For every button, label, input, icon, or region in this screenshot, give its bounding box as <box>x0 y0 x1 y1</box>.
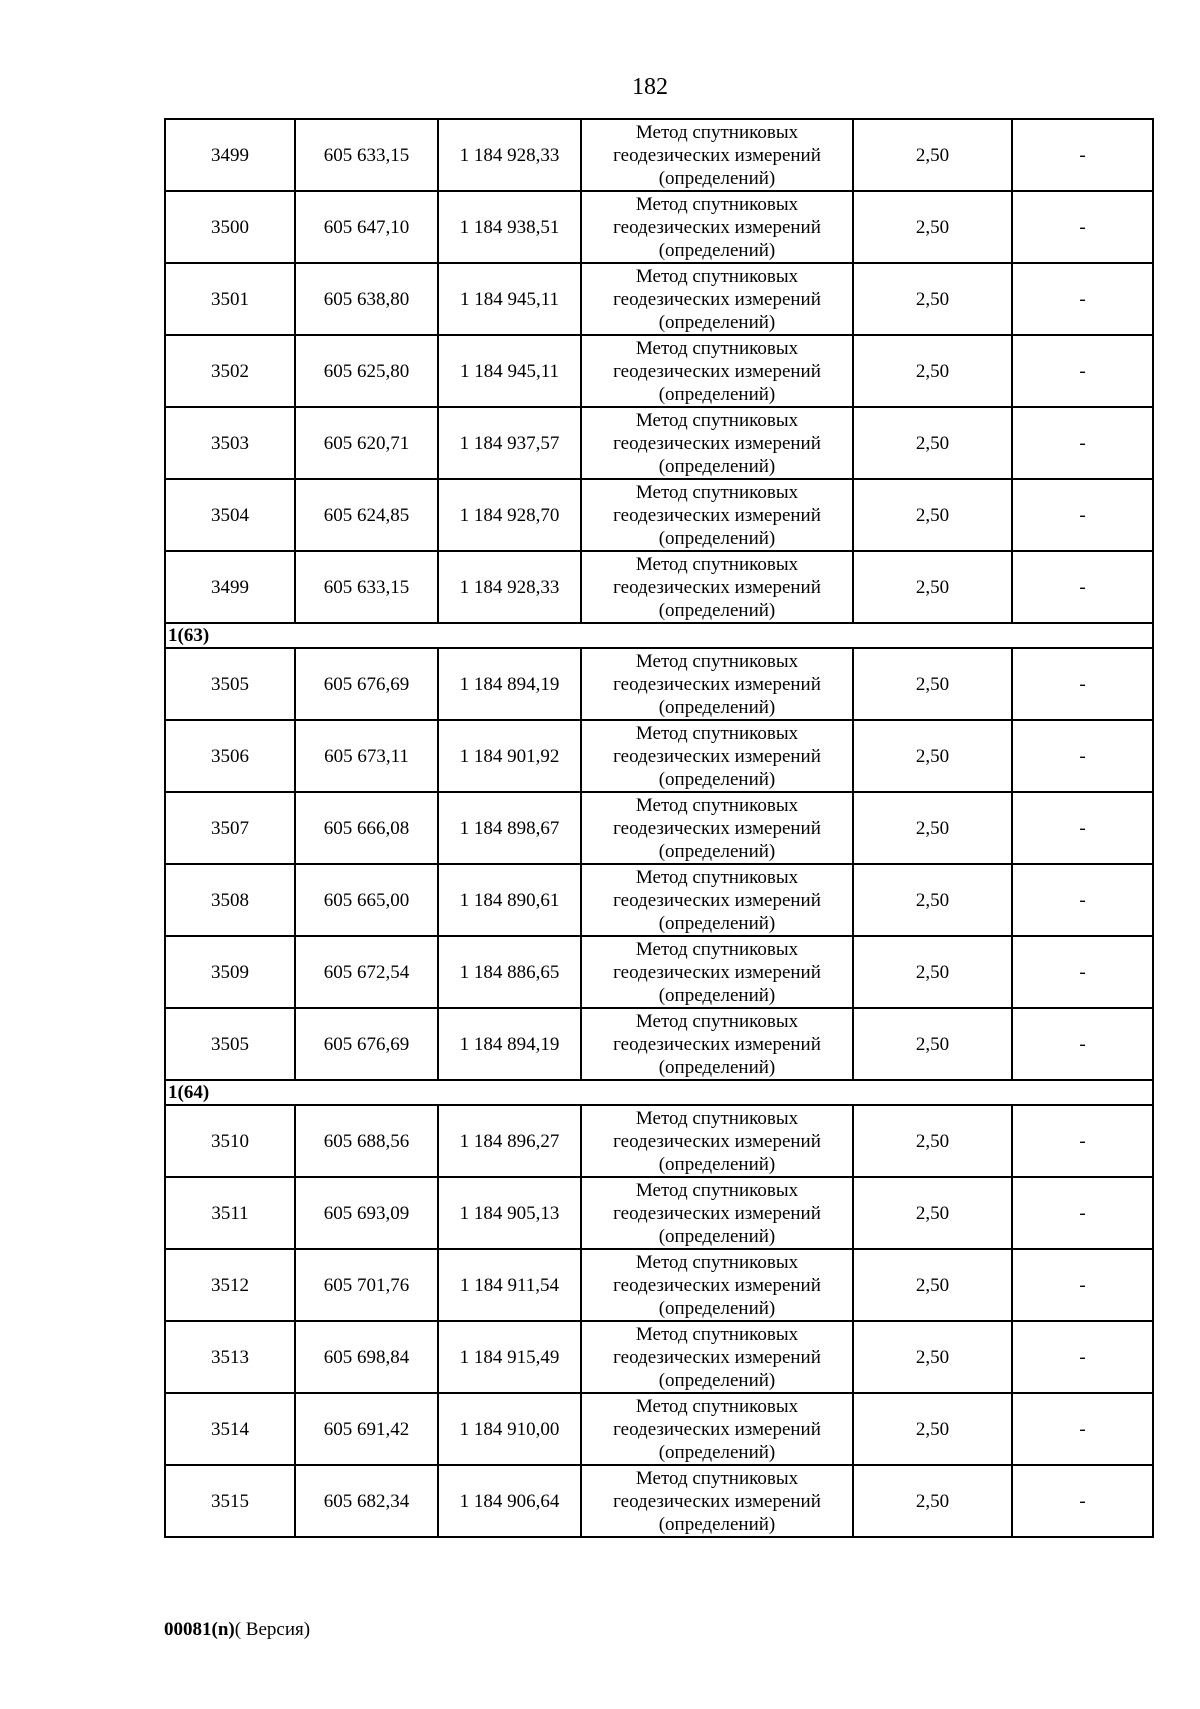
method-cell: Метод спутниковых геодезических измерений (определений) <box>581 1249 853 1321</box>
note-cell: - <box>1012 864 1153 936</box>
table-row <box>165 792 1153 864</box>
method-cell: Метод спутниковых геодезических измерений (определений) <box>581 335 853 407</box>
section-heading: 1(64) <box>165 1080 1153 1105</box>
accuracy-cell: 2,50 <box>853 1465 1012 1537</box>
point-id-cell: 3499 <box>165 119 295 191</box>
x-coordinate-cell: 605 682,34 <box>295 1465 438 1537</box>
y-coordinate-cell: 1 184 894,19 <box>438 1008 581 1080</box>
y-coordinate-cell: 1 184 910,00 <box>438 1393 581 1465</box>
note-cell: - <box>1012 936 1153 1008</box>
x-coordinate-cell: 605 676,69 <box>295 1008 438 1080</box>
x-coordinate-cell: 605 666,08 <box>295 792 438 864</box>
method-cell: Метод спутниковых геодезических измерений (определений) <box>581 1321 853 1393</box>
section-heading-row <box>165 1080 1153 1105</box>
section-heading: 1(63) <box>165 623 1153 648</box>
method-cell: Метод спутниковых геодезических измерений (определений) <box>581 1393 853 1465</box>
x-coordinate-cell: 605 698,84 <box>295 1321 438 1393</box>
note-cell: - <box>1012 479 1153 551</box>
x-coordinate-cell: 605 665,00 <box>295 864 438 936</box>
accuracy-cell: 2,50 <box>853 792 1012 864</box>
y-coordinate-cell: 1 184 901,92 <box>438 720 581 792</box>
method-cell: Метод спутниковых геодезических измерений (определений) <box>581 263 853 335</box>
accuracy-cell: 2,50 <box>853 648 1012 720</box>
method-cell: Метод спутниковых геодезических измерений (определений) <box>581 648 853 720</box>
method-cell: Метод спутниковых геодезических измерений (определений) <box>581 792 853 864</box>
method-cell: Метод спутниковых геодезических измерений (определений) <box>581 720 853 792</box>
method-cell: Метод спутниковых геодезических измерений (определений) <box>581 191 853 263</box>
note-cell: - <box>1012 1465 1153 1537</box>
y-coordinate-cell: 1 184 890,61 <box>438 864 581 936</box>
x-coordinate-cell: 605 625,80 <box>295 335 438 407</box>
y-coordinate-cell: 1 184 896,27 <box>438 1105 581 1177</box>
table-row <box>165 864 1153 936</box>
section-heading-row <box>165 623 1153 648</box>
y-coordinate-cell: 1 184 945,11 <box>438 263 581 335</box>
coordinates-table <box>164 118 1154 1538</box>
point-id-cell: 3512 <box>165 1249 295 1321</box>
x-coordinate-cell: 605 633,15 <box>295 119 438 191</box>
x-coordinate-cell: 605 638,80 <box>295 263 438 335</box>
point-id-cell: 3499 <box>165 551 295 623</box>
note-cell: - <box>1012 551 1153 623</box>
method-cell: Метод спутниковых геодезических измерений (определений) <box>581 1105 853 1177</box>
x-coordinate-cell: 605 647,10 <box>295 191 438 263</box>
point-id-cell: 3510 <box>165 1105 295 1177</box>
point-id-cell: 3504 <box>165 479 295 551</box>
accuracy-cell: 2,50 <box>853 119 1012 191</box>
x-coordinate-cell: 605 624,85 <box>295 479 438 551</box>
table-row <box>165 1465 1153 1537</box>
accuracy-cell: 2,50 <box>853 1008 1012 1080</box>
accuracy-cell: 2,50 <box>853 263 1012 335</box>
y-coordinate-cell: 1 184 938,51 <box>438 191 581 263</box>
page-number: 182 <box>632 74 668 100</box>
accuracy-cell: 2,50 <box>853 864 1012 936</box>
note-cell: - <box>1012 119 1153 191</box>
x-coordinate-cell: 605 701,76 <box>295 1249 438 1321</box>
point-id-cell: 3501 <box>165 263 295 335</box>
note-cell: - <box>1012 407 1153 479</box>
point-id-cell: 3507 <box>165 792 295 864</box>
point-id-cell: 3503 <box>165 407 295 479</box>
note-cell: - <box>1012 1008 1153 1080</box>
footer-version: ( Версия) <box>234 1619 311 1640</box>
table-row <box>165 720 1153 792</box>
table-row <box>165 263 1153 335</box>
table-row <box>165 191 1153 263</box>
note-cell: - <box>1012 1177 1153 1249</box>
point-id-cell: 3513 <box>165 1321 295 1393</box>
point-id-cell: 3515 <box>165 1465 295 1537</box>
accuracy-cell: 2,50 <box>853 1105 1012 1177</box>
note-cell: - <box>1012 1249 1153 1321</box>
point-id-cell: 3511 <box>165 1177 295 1249</box>
method-cell: Метод спутниковых геодезических измерений (определений) <box>581 1008 853 1080</box>
point-id-cell: 3505 <box>165 1008 295 1080</box>
table-body <box>165 119 1153 1537</box>
accuracy-cell: 2,50 <box>853 551 1012 623</box>
x-coordinate-cell: 605 676,69 <box>295 648 438 720</box>
note-cell: - <box>1012 1321 1153 1393</box>
point-id-cell: 3514 <box>165 1393 295 1465</box>
y-coordinate-cell: 1 184 945,11 <box>438 335 581 407</box>
x-coordinate-cell: 605 620,71 <box>295 407 438 479</box>
table-row <box>165 1321 1153 1393</box>
y-coordinate-cell: 1 184 928,33 <box>438 119 581 191</box>
note-cell: - <box>1012 720 1153 792</box>
table-row <box>165 479 1153 551</box>
point-id-cell: 3505 <box>165 648 295 720</box>
table-row <box>165 1249 1153 1321</box>
note-cell: - <box>1012 648 1153 720</box>
x-coordinate-cell: 605 673,11 <box>295 720 438 792</box>
note-cell: - <box>1012 1105 1153 1177</box>
note-cell: - <box>1012 1393 1153 1465</box>
accuracy-cell: 2,50 <box>853 191 1012 263</box>
table-row <box>165 335 1153 407</box>
method-cell: Метод спутниковых геодезических измерений (определений) <box>581 936 853 1008</box>
footer-code: 00081(n) <box>164 1619 235 1640</box>
y-coordinate-cell: 1 184 906,64 <box>438 1465 581 1537</box>
note-cell: - <box>1012 792 1153 864</box>
table-row <box>165 648 1153 720</box>
x-coordinate-cell: 605 672,54 <box>295 936 438 1008</box>
table-row <box>165 1177 1153 1249</box>
point-id-cell: 3506 <box>165 720 295 792</box>
accuracy-cell: 2,50 <box>853 936 1012 1008</box>
y-coordinate-cell: 1 184 928,70 <box>438 479 581 551</box>
y-coordinate-cell: 1 184 937,57 <box>438 407 581 479</box>
method-cell: Метод спутниковых геодезических измерений (определений) <box>581 551 853 623</box>
note-cell: - <box>1012 191 1153 263</box>
y-coordinate-cell: 1 184 898,67 <box>438 792 581 864</box>
y-coordinate-cell: 1 184 886,65 <box>438 936 581 1008</box>
accuracy-cell: 2,50 <box>853 479 1012 551</box>
y-coordinate-cell: 1 184 911,54 <box>438 1249 581 1321</box>
x-coordinate-cell: 605 633,15 <box>295 551 438 623</box>
accuracy-cell: 2,50 <box>853 1177 1012 1249</box>
x-coordinate-cell: 605 691,42 <box>295 1393 438 1465</box>
table-row <box>165 119 1153 191</box>
note-cell: - <box>1012 263 1153 335</box>
note-cell: - <box>1012 335 1153 407</box>
method-cell: Метод спутниковых геодезических измерений (определений) <box>581 479 853 551</box>
x-coordinate-cell: 605 693,09 <box>295 1177 438 1249</box>
point-id-cell: 3500 <box>165 191 295 263</box>
point-id-cell: 3508 <box>165 864 295 936</box>
table-row <box>165 1008 1153 1080</box>
accuracy-cell: 2,50 <box>853 407 1012 479</box>
method-cell: Метод спутниковых геодезических измерений (определений) <box>581 1177 853 1249</box>
y-coordinate-cell: 1 184 915,49 <box>438 1321 581 1393</box>
method-cell: Метод спутниковых геодезических измерений (определений) <box>581 407 853 479</box>
method-cell: Метод спутниковых геодезических измерений (определений) <box>581 119 853 191</box>
table-row <box>165 407 1153 479</box>
y-coordinate-cell: 1 184 928,33 <box>438 551 581 623</box>
accuracy-cell: 2,50 <box>853 335 1012 407</box>
y-coordinate-cell: 1 184 905,13 <box>438 1177 581 1249</box>
accuracy-cell: 2,50 <box>853 720 1012 792</box>
table-row <box>165 936 1153 1008</box>
method-cell: Метод спутниковых геодезических измерений (определений) <box>581 864 853 936</box>
method-cell: Метод спутниковых геодезических измерений (определений) <box>581 1465 853 1537</box>
footer <box>164 1619 310 1641</box>
table-row <box>165 1105 1153 1177</box>
table-row <box>165 551 1153 623</box>
x-coordinate-cell: 605 688,56 <box>295 1105 438 1177</box>
accuracy-cell: 2,50 <box>853 1249 1012 1321</box>
accuracy-cell: 2,50 <box>853 1393 1012 1465</box>
y-coordinate-cell: 1 184 894,19 <box>438 648 581 720</box>
point-id-cell: 3502 <box>165 335 295 407</box>
point-id-cell: 3509 <box>165 936 295 1008</box>
accuracy-cell: 2,50 <box>853 1321 1012 1393</box>
table-row <box>165 1393 1153 1465</box>
